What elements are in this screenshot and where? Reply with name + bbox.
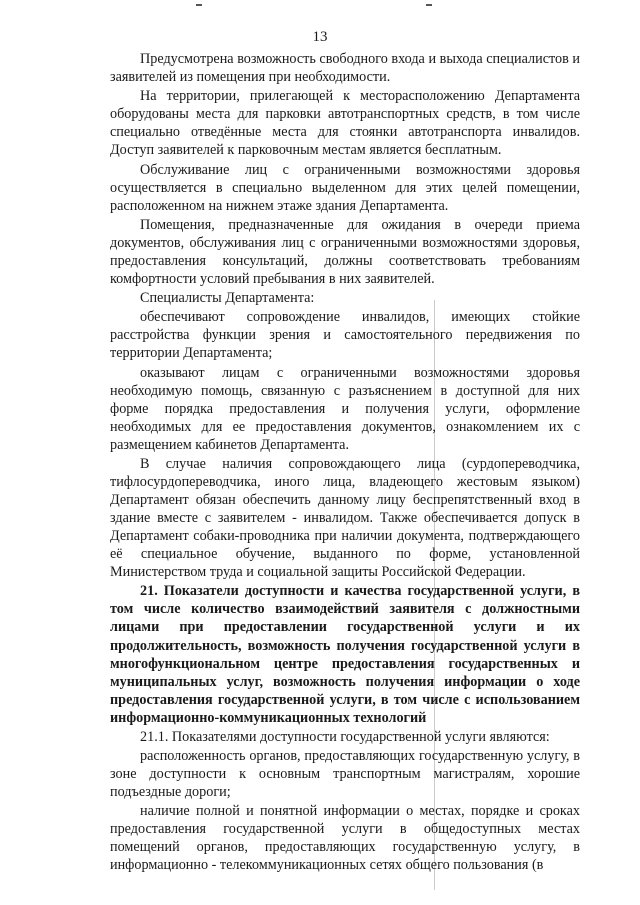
paragraph: На территории, прилегающей к месторасположению Департамента оборудованы места для парковки автотранспортных средств, в том числе специально отведённые места для стоянки автотранспорта инвалидов. Доступ заявителей к парковочным местам является бесплатным. <box>110 88 580 159</box>
paragraph: обеспечивают сопровождение инвалидов, имеющих стойкие расстройства функции зрения и самостоятельного передвижения по территории Департамента; <box>110 309 580 362</box>
paragraph: расположенность органов, предоставляющих государственную услугу, в зоне доступности к основным транспортным магистралям, хорошие подъездные дороги; <box>110 748 580 801</box>
page-number: 13 <box>312 29 328 45</box>
paragraph: оказывают лицам с ограниченными возможностями здоровья необходимую помощь, связанную с разъяснением в доступной для них форме порядка предоставления и получения услуги, оформление необходимых для ее предоставления документов, ознакомлением их с размещением кабинетов Департамента. <box>110 364 580 453</box>
paragraph: Предусмотрена возможность свободного входа и выхода специалистов и заявителей из помещения при необходимости. <box>110 51 580 86</box>
scan-mark <box>426 4 432 6</box>
paragraph: Помещения, предназначенные для ожидания в очереди приема документов, обслуживания лиц с ограниченными возможностями здоровья, предоставления консультаций, должны соответствовать требованиям комфортности условий пребывания в них заявителей. <box>110 216 580 287</box>
paragraph: Специалисты Департамента: <box>140 290 315 307</box>
scan-mark <box>196 4 202 6</box>
section-heading: 21. Показатели доступности и качества государственной услуги, в том числе количество взаимодействий заявителя с должностными лицами при предоставлении государственной услуги и их продолжительность, возможность получения государственной услуги в многофункциональном центре предоставления государственных и муниципальных услуг, возможность получения информации о ходе предоставления государственной услуги, в том числе с использованием информационно-коммуникационных технологий <box>110 583 580 726</box>
paragraph: наличие полной и понятной информации о местах, порядке и сроках предоставления государственной услуги в общедоступных местах помещений органов, предоставляющих государственную услугу, в информационно - телекоммуникационных сетях общего пользования (в <box>110 803 580 874</box>
paragraph: В случае наличия сопровождающего лица (сурдопереводчика, тифлосурдопереводчика, иного лица, владеющего жестовым языком) Департамент обязан обеспечить данному лицу беспрепятственный вход в здание вместе с заявителем - инвалидом. Также обеспечивается допуск в Департамент собаки-проводника при наличии документа, подтверждающего её специальное обучение, выданного по форме, установленной Министерством труда и социальной защиты Российской Федерации. <box>110 456 580 581</box>
paragraph: Обслуживание лиц с ограниченными возможностями здоровья осуществляется в специально выделенном для этих целей помещении, расположенном на нижнем этаже здания Департамента. <box>110 161 580 214</box>
paragraph: 21.1. Показателями доступности государственной услуги являются: <box>140 728 550 745</box>
document-body <box>110 50 580 876</box>
